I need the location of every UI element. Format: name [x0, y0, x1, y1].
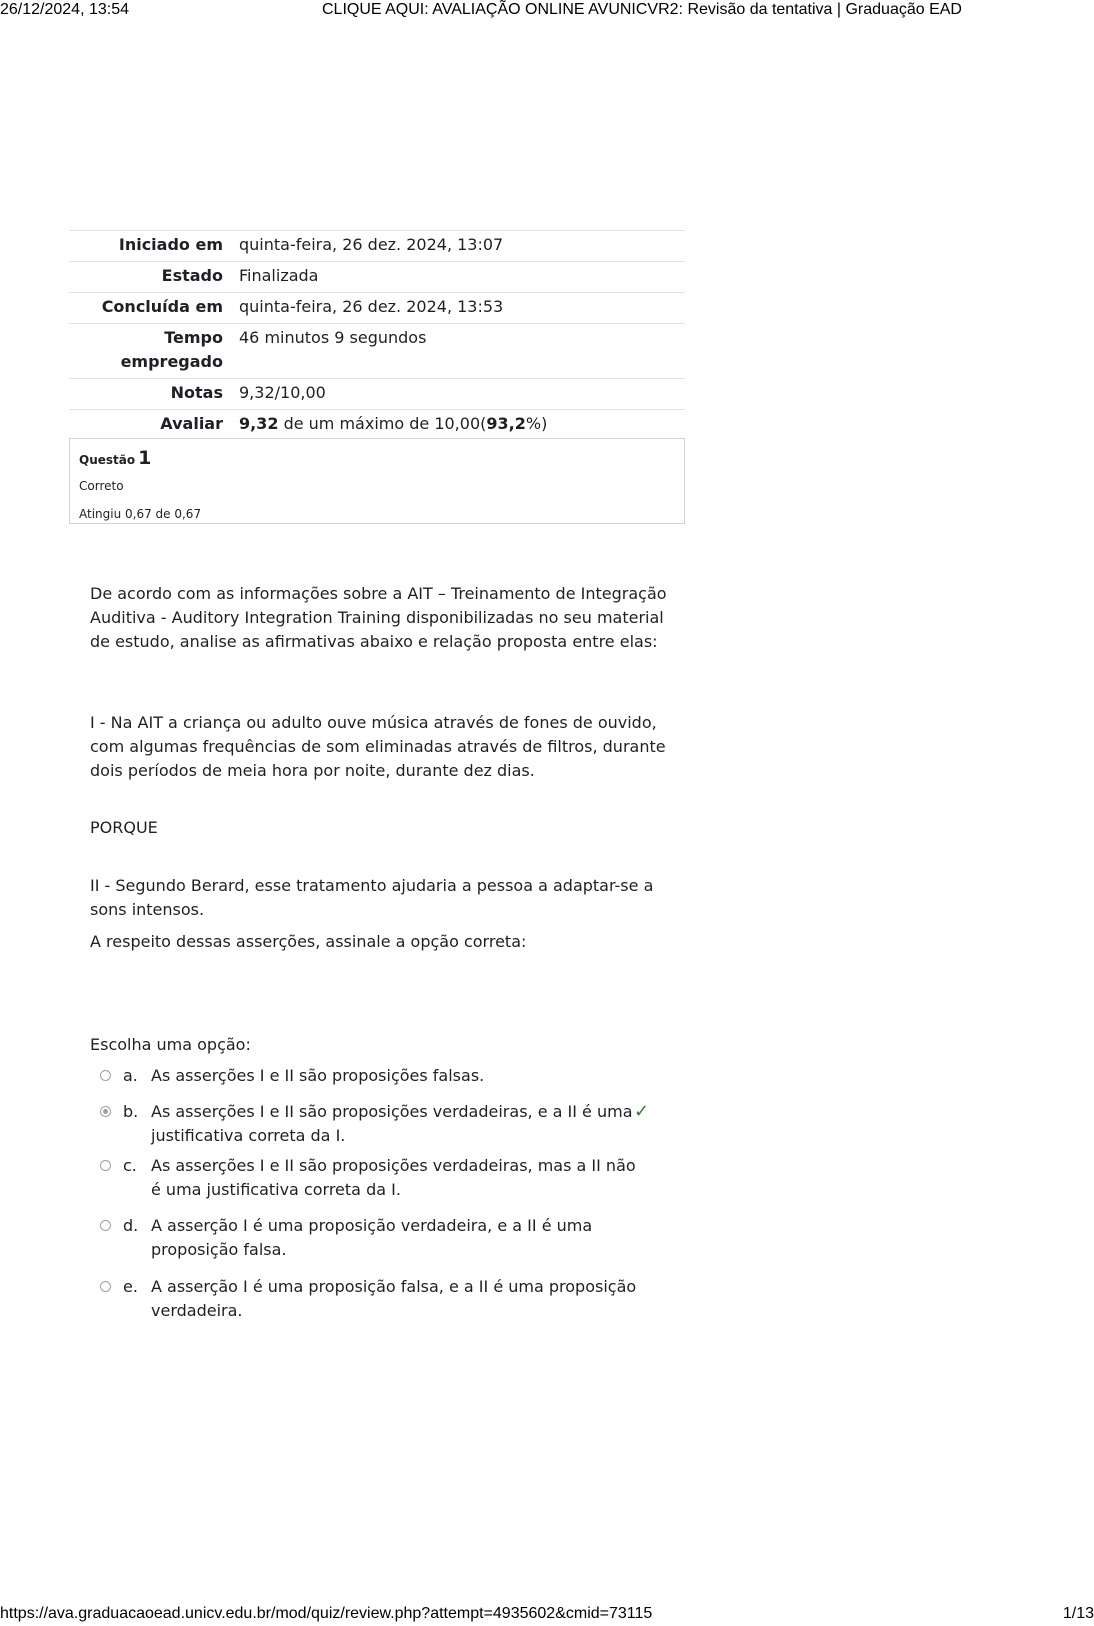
- option-letter-d: d.: [123, 1216, 139, 1235]
- marks-value: 9,32/10,00: [239, 379, 685, 410]
- radio-a[interactable]: [100, 1070, 111, 1081]
- radio-e[interactable]: [100, 1281, 111, 1292]
- option-letter-a: a.: [123, 1066, 138, 1085]
- started-label: Iniciado em: [69, 231, 239, 262]
- grade-score: 9,32: [239, 414, 279, 433]
- question-intro: De acordo com as informações sobre a AIT – Treinamento de Integração Auditiva - Auditory Integration Training disponibilizadas no seu material de estudo, analise as afirmativas abaixo e relação proposta entre elas:: [90, 584, 667, 651]
- state-label: Estado: [69, 262, 239, 293]
- state-value: Finalizada: [239, 262, 685, 293]
- question-assertion-2: II - Segundo Berard, esse tratamento ajudaria a pessoa a adaptar-se a sons intensos.: [90, 876, 654, 919]
- option-text-e: A asserção I é uma proposição falsa, e a II é uma proposição verdadeira.: [151, 1277, 637, 1320]
- grade-label: Avaliar: [69, 410, 239, 441]
- print-header: [0, 0, 1094, 24]
- option-text-d: A asserção I é uma proposição verdadeira, e a II é uma proposição falsa.: [151, 1216, 593, 1259]
- radio-c[interactable]: [100, 1160, 111, 1171]
- time-label-line-2: empregado: [120, 352, 223, 371]
- choose-option-label: Escolha uma opção:: [90, 1035, 251, 1054]
- grade-value: [239, 410, 685, 441]
- completed-label: Concluída em: [69, 293, 239, 324]
- question-prompt: A respeito dessas asserções, assinale a opção correta:: [90, 932, 527, 951]
- question-number: [79, 447, 151, 469]
- print-page-title: CLIQUE AQUI: AVALIAÇÃO ONLINE AVUNICVR2: Revisão da tentativa | Graduação EAD: [322, 1, 962, 18]
- question-info-box: [69, 438, 685, 524]
- grade-max-text: de um máximo de 10,00(: [278, 414, 487, 433]
- radio-d[interactable]: [100, 1220, 111, 1231]
- print-footer: [0, 1605, 1094, 1625]
- question-state: Correto: [79, 479, 124, 493]
- option-letter-b: b.: [123, 1102, 139, 1121]
- summary-row-started: [69, 231, 685, 262]
- time-value: 46 minutos 9 segundos: [239, 324, 685, 379]
- option-text-a: As asserções I e II são proposições falsas.: [151, 1066, 485, 1085]
- marks-label: Notas: [69, 379, 239, 410]
- time-label: [69, 324, 239, 379]
- option-letter-c: c.: [123, 1156, 137, 1175]
- attempt-summary-table: [69, 230, 685, 440]
- correct-check-icon: ✓: [634, 1101, 650, 1122]
- radio-b[interactable]: [100, 1106, 111, 1117]
- grade-percent: 93,2: [486, 414, 526, 433]
- summary-row-completed: [69, 293, 685, 324]
- summary-row-marks: [69, 379, 685, 410]
- time-label-line-1: Tempo: [164, 328, 223, 347]
- grade-end-text: %): [525, 414, 548, 433]
- question-label: Questão: [79, 453, 136, 467]
- question-grade: Atingiu 0,67 de 0,67: [79, 507, 202, 521]
- summary-row-grade: [69, 410, 685, 441]
- option-text-b: As asserções I e II são proposições verdadeiras, e a II é uma justificativa correta da I.: [151, 1102, 633, 1145]
- summary-row-state: [69, 262, 685, 293]
- print-page-number: 1/13: [1062, 1605, 1094, 1622]
- option-text-c: As asserções I e II são proposições verdadeiras, mas a II não é uma justificativa correta da I.: [151, 1156, 636, 1199]
- print-url: https://ava.graduacaoead.unicv.edu.br/mod/quiz/review.php?attempt=4935602&cmid=73115: [0, 1605, 653, 1622]
- option-letter-e: e.: [123, 1277, 138, 1296]
- completed-value: quinta-feira, 26 dez. 2024, 13:53: [239, 293, 685, 324]
- question-assertion-1: I - Na AIT a criança ou adulto ouve música através de fones de ouvido, com algumas frequências de som eliminadas através de filtros, durante dois períodos de meia hora por noite, durante dez dias.: [90, 713, 666, 780]
- started-value: quinta-feira, 26 dez. 2024, 13:07: [239, 231, 685, 262]
- question-number-value: 1: [138, 447, 152, 469]
- summary-row-time: [69, 324, 685, 379]
- print-date: 26/12/2024, 13:54: [0, 1, 130, 18]
- question-connector: PORQUE: [90, 818, 158, 837]
